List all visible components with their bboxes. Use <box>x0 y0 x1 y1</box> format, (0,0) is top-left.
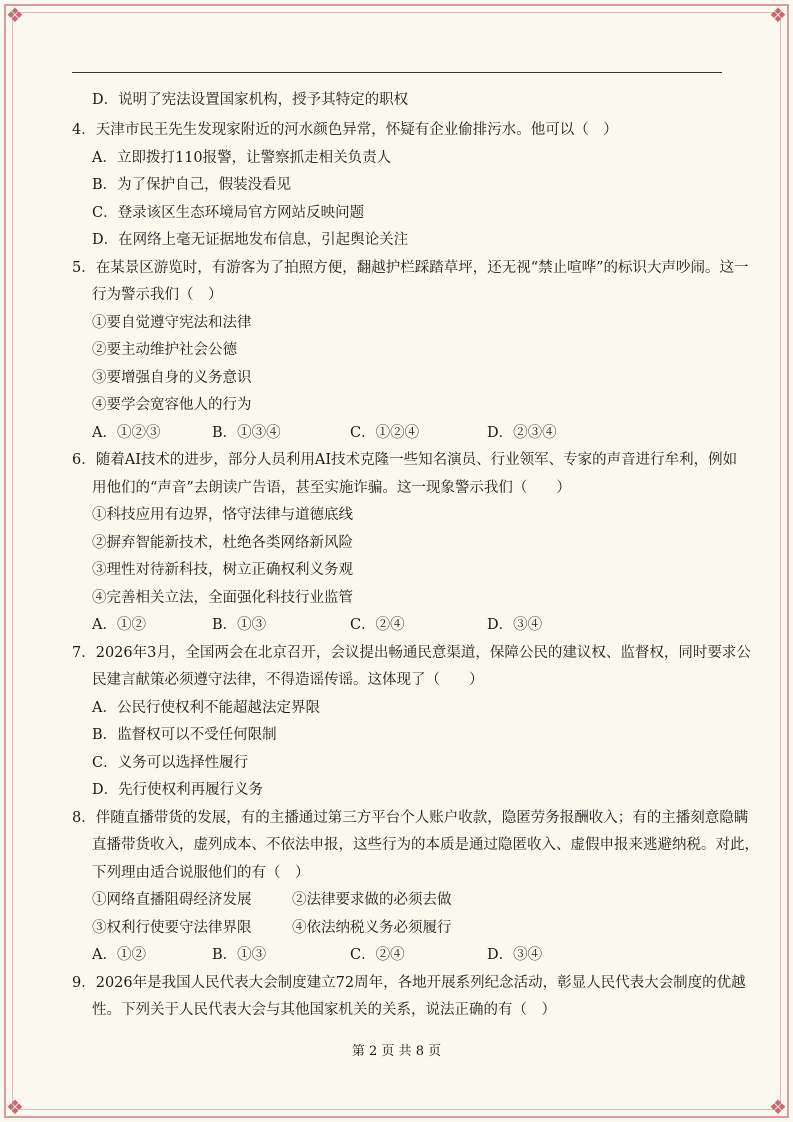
q5-item-3: ③要增强自身的义务意识 <box>92 370 252 386</box>
option-b: B．①③ <box>212 617 267 633</box>
q8-item-3: ③权利行使要守法律界限 <box>92 920 252 936</box>
q5-stem-cont: 行为警示我们（ ） <box>92 287 223 303</box>
q9-stem: 9．2026年是我国人民代表大会制度建立72周年，各地开展系列纪念活动，彰显人民代表大会制度的优越 <box>72 975 746 991</box>
q5-item-4: ④要学会宽容他人的行为 <box>92 397 252 413</box>
option-d: D．②③④ <box>487 425 557 441</box>
q5-stem: 5．在某景区游览时，有游客为了拍照方便，翻越护栏踩踏草坪，还无视“禁止喧哗”的标识大声吵闹。这一 <box>72 260 749 276</box>
q5-item-2: ②要主动维护社会公德 <box>92 342 237 358</box>
q7-option-b: B．监督权可以不受任何限制 <box>92 727 277 743</box>
q6-item-3: ③理性对待新科技，树立正确权利义务观 <box>92 562 353 578</box>
q8-item-1: ①网络直播阻碍经济发展 <box>92 892 252 908</box>
option-c: C．②④ <box>350 617 405 633</box>
q8-stem-cont-1: 直播带货收入，虚列成本、不依法申报，这些行为的本质是通过隐匿收入、虚假申报来逃避纳税。对此， <box>92 837 759 853</box>
corner-ornament-icon: ❖ <box>769 3 787 27</box>
option-d: D．③④ <box>487 947 543 963</box>
q8-item-4: ④依法纳税义务必须履行 <box>292 920 452 936</box>
option-a: A．①② <box>92 617 146 633</box>
q7-option-d: D．先行使权利再履行义务 <box>92 782 264 798</box>
q7-stem: 7．2026年3月，全国两会在北京召开，会议提出畅通民意渠道，保障公民的建议权、监督权，同时要求公 <box>72 645 751 661</box>
q9-stem-cont: 性。下列关于人民代表大会与其他国家机关的关系，说法正确的有（ ） <box>92 1002 556 1018</box>
q5-item-1: ①要自觉遵守宪法和法律 <box>92 315 252 331</box>
option-d: D．③④ <box>487 617 543 633</box>
q7-option-c: C．义务可以选择性履行 <box>92 755 249 771</box>
q7-option-a: A．公民行使权利不能超越法定界限 <box>92 700 320 716</box>
q4-option-a: A．立即拨打110报警，让警察抓走相关负责人 <box>92 150 392 166</box>
corner-ornament-icon: ❖ <box>769 1095 787 1119</box>
q8-stem: 8．伴随直播带货的发展，有的主播通过第三方平台个人账户收款，隐匿劳务报酬收入；有的主播刻意隐瞒 <box>72 810 749 826</box>
q8-stem-cont-2: 下列理由适合说服他们的有（ ） <box>92 865 310 881</box>
q6-item-1: ①科技应用有边界，恪守法律与道德底线 <box>92 507 353 523</box>
option-b: B．①③④ <box>212 425 281 441</box>
option-c: C．①②④ <box>350 425 420 441</box>
q6-stem: 6．随着AI技术的进步，部分人员利用AI技术克隆一些知名演员、行业领军、专家的声音进行牟利，例如 <box>72 452 738 468</box>
corner-ornament-icon: ❖ <box>6 1095 24 1119</box>
q4-option-b: B．为了保护自己，假装没看见 <box>92 177 292 193</box>
header-rule <box>72 72 722 73</box>
page-number: 第 2 页 共 8 页 <box>351 1044 442 1059</box>
q4-option-c: C．登录该区生态环境局官方网站反映问题 <box>92 205 365 221</box>
option-c: C．②④ <box>350 947 405 963</box>
q7-stem-cont: 民建言献策必须遵守法律，不得造谣传谣。这体现了（ ） <box>92 672 484 688</box>
q4-option-d: D．在网络上毫无证据地发布信息，引起舆论关注 <box>92 232 409 248</box>
q6-item-4: ④完善相关立法，全面强化科技行业监管 <box>92 590 353 606</box>
option-a: A．①② <box>92 947 146 963</box>
q3-option-d: D．说明了宪法设置国家机构，授予其特定的职权 <box>92 92 409 108</box>
q8-item-2: ②法律要求做的必须去做 <box>292 892 452 908</box>
q6-item-2: ②摒弃智能新技术，杜绝各类网络新风险 <box>92 535 353 551</box>
option-a: A．①②③ <box>92 425 161 441</box>
q6-stem-cont: 用他们的“声音”去朗读广告语，甚至实施诈骗。这一现象警示我们（ ） <box>92 480 571 496</box>
q4-stem: 4．天津市民王先生发现家附近的河水颜色异常，怀疑有企业偷排污水。他可以（ ） <box>72 122 618 138</box>
option-b: B．①③ <box>212 947 267 963</box>
corner-ornament-icon: ❖ <box>6 3 24 27</box>
